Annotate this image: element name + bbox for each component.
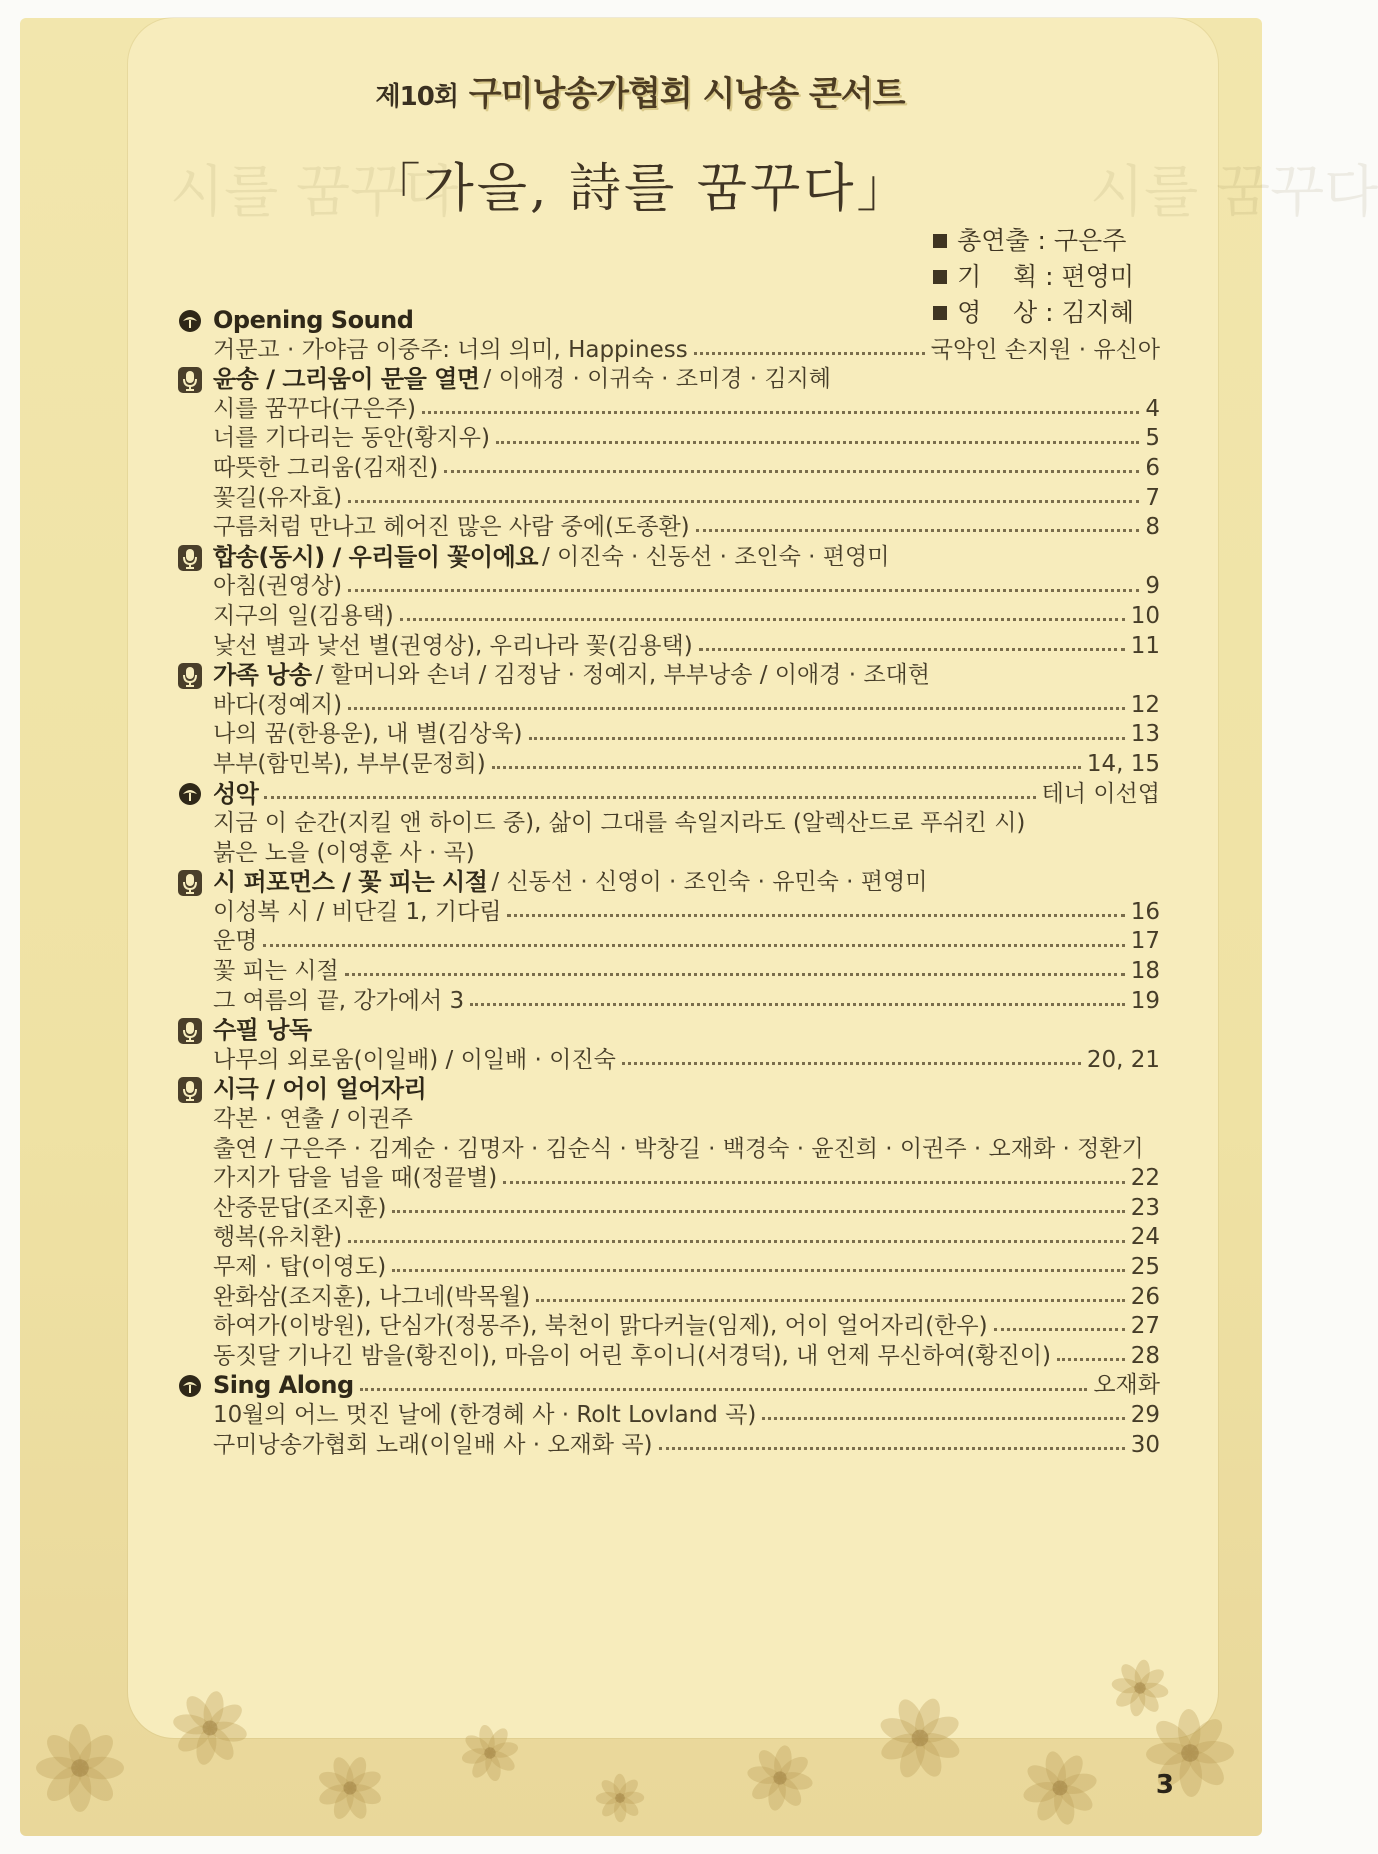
credit-row: 영 상 : 김지혜 — [933, 295, 1134, 331]
toc-section-heading — [175, 780, 1160, 810]
entry-title: 그 여름의 끝, 강가에서 3 — [213, 987, 465, 1014]
microphone-icon — [175, 544, 205, 572]
entry-title: 낯선 별과 낯선 별(권영상), 우리나라 꽃(김용택) — [213, 632, 693, 659]
toc-entry — [175, 602, 1160, 632]
toc-entry — [175, 750, 1160, 780]
entry-page: 8 — [1145, 514, 1160, 541]
square-bullet-icon — [933, 234, 947, 248]
cosmos-flower — [316, 1754, 383, 1821]
toc-entry — [175, 1283, 1160, 1313]
section-performers: / 할머니와 손녀 / 김정남 · 정예지, 부부낭송 / 이애경 · 조대현 — [315, 662, 930, 689]
toc-entry — [175, 395, 1160, 425]
entry-page: 28 — [1130, 1342, 1160, 1369]
section-performer-right: 오재화 — [1093, 1372, 1160, 1399]
microphone-icon — [175, 1076, 205, 1104]
entry-title: 10월의 어느 멋진 날에 (한경혜 사 · Rolt Lovland 곡) — [213, 1401, 757, 1428]
dot-leader — [696, 529, 1140, 532]
entry-title: 나무의 외로움(이일배) / 이일배 · 이진숙 — [213, 1046, 616, 1073]
leaf-icon — [175, 1372, 205, 1400]
toc-section-heading — [175, 661, 1160, 691]
dot-leader — [348, 1240, 1125, 1243]
toc-entry — [175, 1312, 1160, 1342]
dot-leader — [392, 1269, 1125, 1272]
cosmos-flower — [1111, 1659, 1170, 1718]
entry-title: 완화삼(조지훈), 나그네(박목월) — [213, 1283, 531, 1310]
dot-leader — [348, 500, 1139, 503]
entry-title: 바다(정예지) — [213, 691, 343, 718]
ghost-watermark-left: 시를 꿈꾸다 — [170, 160, 459, 225]
entry-page: 18 — [1130, 958, 1160, 985]
cosmos-flower — [877, 1695, 963, 1781]
entry-title: 나의 꿈(한용운), 내 별(김상욱) — [213, 721, 523, 748]
entry-title: 꽃길(유자효) — [213, 484, 343, 511]
entry-title: 지구의 일(김용택) — [213, 602, 394, 629]
microphone-icon — [175, 1017, 205, 1045]
page-sheet — [20, 18, 1378, 1836]
page-title: 「가을, 詩를 꿈꾸다」 — [368, 159, 912, 219]
credit-role: 기 획 — [957, 262, 1038, 291]
toc-entry — [175, 957, 1160, 987]
entry-title: 구름처럼 만나고 헤어진 많은 사람 중에(도종환) — [213, 514, 690, 541]
toc-entry — [175, 484, 1160, 514]
leaf-icon — [175, 780, 205, 808]
entry-page: 12 — [1130, 691, 1160, 718]
toc-entry — [175, 1164, 1160, 1194]
entry-title: 꽃 피는 시절 — [213, 958, 339, 985]
entry-title: 동짓달 기나긴 밤을(황진이), 마음이 어린 후이니(서경덕), 내 언제 무신하여(황진이) — [213, 1342, 1051, 1369]
dot-leader — [994, 1328, 1125, 1331]
entry-title: 구미낭송가협회 노래(이일배 사 · 오재화 곡) — [213, 1431, 653, 1458]
dot-leader — [1057, 1358, 1125, 1361]
dot-leader — [263, 944, 1124, 947]
entry-page: 25 — [1130, 1254, 1160, 1280]
entry-page: 22 — [1130, 1165, 1160, 1192]
toc-entry — [175, 691, 1160, 721]
entry-page: 4 — [1145, 395, 1160, 422]
cosmos-flower — [596, 1774, 645, 1823]
toc-entry — [175, 336, 1160, 366]
section-performers: / 이애경 · 이귀숙 · 조미경 · 김지혜 — [483, 366, 832, 393]
microphone-icon — [175, 662, 205, 690]
section-title: Opening Sound — [213, 306, 414, 334]
toc-section-heading — [175, 868, 1160, 898]
entry-title: 거문고 · 가야금 이중주: 너의 의미, Happiness — [213, 336, 688, 363]
section-title: 합송(동시) / 우리들이 꽃이에요 — [213, 542, 538, 571]
cosmos-flowers-decoration — [20, 1658, 1262, 1836]
toc-entry — [175, 1431, 1160, 1461]
dot-leader — [444, 470, 1139, 473]
entry-title: 부부(함민복), 부부(문정희) — [213, 750, 486, 777]
event-heading — [20, 66, 1260, 115]
dot-leader — [507, 914, 1124, 917]
toc-section-heading — [175, 543, 1160, 573]
toc-section-heading — [175, 1016, 1160, 1046]
dot-leader — [694, 352, 925, 355]
toc-entry — [175, 720, 1160, 750]
toc-entry — [175, 1342, 1160, 1372]
dot-leader — [762, 1417, 1124, 1420]
entry-page: 14, 15 — [1086, 750, 1160, 777]
credit-name: 구은주 — [1053, 226, 1127, 255]
section-performers: / 신동선 · 신영이 · 조인숙 · 유민숙 · 편영미 — [491, 869, 928, 896]
dot-leader — [492, 766, 1081, 769]
entry-title: 운명 — [213, 928, 258, 955]
entry-title: 행복(유치환) — [213, 1224, 343, 1251]
toc-entry — [175, 632, 1160, 662]
entry-page: 13 — [1130, 721, 1160, 748]
toc-entry — [175, 1223, 1160, 1253]
dot-leader — [422, 411, 1139, 414]
dot-leader — [659, 1447, 1125, 1450]
dot-leader — [345, 973, 1125, 976]
entry-page: 5 — [1145, 425, 1160, 452]
entry-page: 26 — [1130, 1283, 1160, 1310]
toc-entry — [175, 572, 1160, 602]
credit-row: 총연출 : 구은주 — [933, 223, 1134, 259]
section-title: 시 퍼포먼스 / 꽃 피는 시절 — [213, 868, 488, 897]
entry-page: 19 — [1130, 987, 1160, 1014]
line-text: 출연 / 구은주 · 김계순 · 김명자 · 김순식 · 박창길 · 백경숙 · 윤진희 · 이권주 · 오재화 · 정환기 — [213, 1135, 1144, 1162]
dot-leader — [264, 796, 1035, 799]
entry-page: 16 — [1130, 898, 1160, 925]
dot-leader — [348, 707, 1125, 710]
entry-title: 무제 · 탑(이영도) — [213, 1254, 387, 1280]
dot-leader — [699, 648, 1125, 651]
dot-leader — [622, 1062, 1081, 1065]
toc-section-heading — [175, 365, 1160, 395]
microphone-icon — [175, 869, 205, 897]
entry-title: 산중문답(조지훈) — [213, 1194, 387, 1221]
credit-role: 총연출 — [957, 226, 1030, 255]
entry-page: 24 — [1130, 1224, 1160, 1251]
entry-title: 이성복 시 / 비단길 1, 기다림 — [213, 898, 502, 925]
cosmos-flower — [36, 1724, 124, 1812]
program-toc — [175, 306, 1160, 1460]
dot-leader — [536, 1299, 1125, 1302]
section-title: Sing Along — [213, 1371, 354, 1400]
section-title: 가족 낭송 — [213, 661, 312, 690]
entry-page: 27 — [1130, 1313, 1160, 1340]
toc-text-line — [175, 1105, 1160, 1135]
toc-section-heading — [175, 1075, 1160, 1105]
cosmos-flower — [746, 1744, 814, 1812]
section-title: 시극 / 어이 얼어자리 — [213, 1075, 427, 1104]
square-bullet-icon — [933, 270, 947, 284]
dot-leader — [348, 589, 1139, 592]
line-text: 지금 이 순간(지킬 앤 하이드 중), 삶이 그대를 속일지라도 (알렉산드로 푸쉬킨 시) — [213, 810, 1026, 837]
entry-title: 따뜻한 그리움(김재진) — [213, 454, 439, 481]
toc-text-line — [175, 1135, 1160, 1165]
credit-name: 편영미 — [1061, 262, 1134, 291]
section-title: 성악 — [213, 779, 259, 808]
cosmos-flower — [461, 1724, 520, 1783]
toc-entry — [175, 424, 1160, 454]
credit-row: 기 획 : 편영미 — [933, 259, 1134, 295]
ghost-watermark-right: 시를 꿈꾸다 — [1090, 160, 1378, 225]
entry-page: 29 — [1130, 1401, 1160, 1428]
toc-entry — [175, 898, 1160, 928]
dot-leader — [503, 1181, 1124, 1184]
entry-title: 가지가 담을 넘을 때(정끝별) — [213, 1165, 498, 1192]
page-number: 3 — [1155, 1770, 1174, 1800]
toc-section-heading — [175, 1371, 1160, 1401]
line-text: 붉은 노을 (이영훈 사 · 곡) — [213, 839, 475, 866]
entry-page: 9 — [1145, 573, 1160, 600]
credit-name: 김지혜 — [1061, 298, 1134, 327]
cosmos-flower — [171, 1689, 248, 1766]
entry-title: 아침(권영상) — [213, 573, 343, 600]
section-title: 수필 낭독 — [213, 1016, 312, 1045]
toc-text-line — [175, 839, 1160, 869]
toc-entry — [175, 1046, 1160, 1076]
toc-entry — [175, 987, 1160, 1017]
entry-page: 17 — [1130, 928, 1160, 955]
dot-leader — [470, 1003, 1125, 1006]
leaf-icon — [175, 307, 205, 335]
toc-text-line — [175, 809, 1160, 839]
section-performers: / 이진숙 · 신동선 · 조인숙 · 편영미 — [541, 543, 890, 570]
microphone-icon — [175, 366, 205, 394]
entry-title: 시를 꿈꾸다(구은주) — [213, 395, 417, 422]
credit-role: 영 상 — [957, 298, 1038, 327]
section-performer-right: 테너 이선엽 — [1041, 780, 1160, 807]
toc-entry — [175, 1253, 1160, 1283]
dot-leader — [529, 737, 1125, 740]
entry-title: 하여가(이방원), 단심가(정몽주), 북천이 맑다커늘(임제), 어이 얼어자리(한우) — [213, 1313, 988, 1340]
entry-page: 7 — [1145, 484, 1160, 511]
dot-leader — [496, 441, 1139, 444]
toc-entry — [175, 927, 1160, 957]
toc-entry — [175, 1194, 1160, 1224]
toc-entry — [175, 454, 1160, 484]
entry-page: 20, 21 — [1086, 1046, 1160, 1073]
entry-page: 30 — [1130, 1431, 1160, 1458]
entry-performer: 국악인 손지원 · 유신아 — [930, 336, 1160, 363]
entry-page: 10 — [1130, 602, 1160, 629]
entry-title: 너를 기다리는 동안(황지우) — [213, 425, 490, 452]
toc-section-heading — [175, 306, 1160, 336]
dot-leader — [360, 1388, 1088, 1391]
entry-page: 11 — [1130, 632, 1160, 659]
dot-leader — [400, 618, 1125, 621]
cosmos-flower — [1021, 1749, 1098, 1826]
event-name: 구미낭송가협회 시낭송 콘서트 — [468, 74, 905, 114]
line-text: 각본 · 연출 / 이권주 — [213, 1106, 413, 1133]
section-title: 윤송 / 그리움이 문을 열면 — [213, 365, 480, 394]
edition-label: 제10회 — [375, 82, 458, 112]
toc-entry — [175, 513, 1160, 543]
entry-page: 6 — [1145, 454, 1160, 481]
entry-page: 23 — [1130, 1194, 1160, 1221]
toc-entry — [175, 1401, 1160, 1431]
dot-leader — [392, 1210, 1124, 1213]
